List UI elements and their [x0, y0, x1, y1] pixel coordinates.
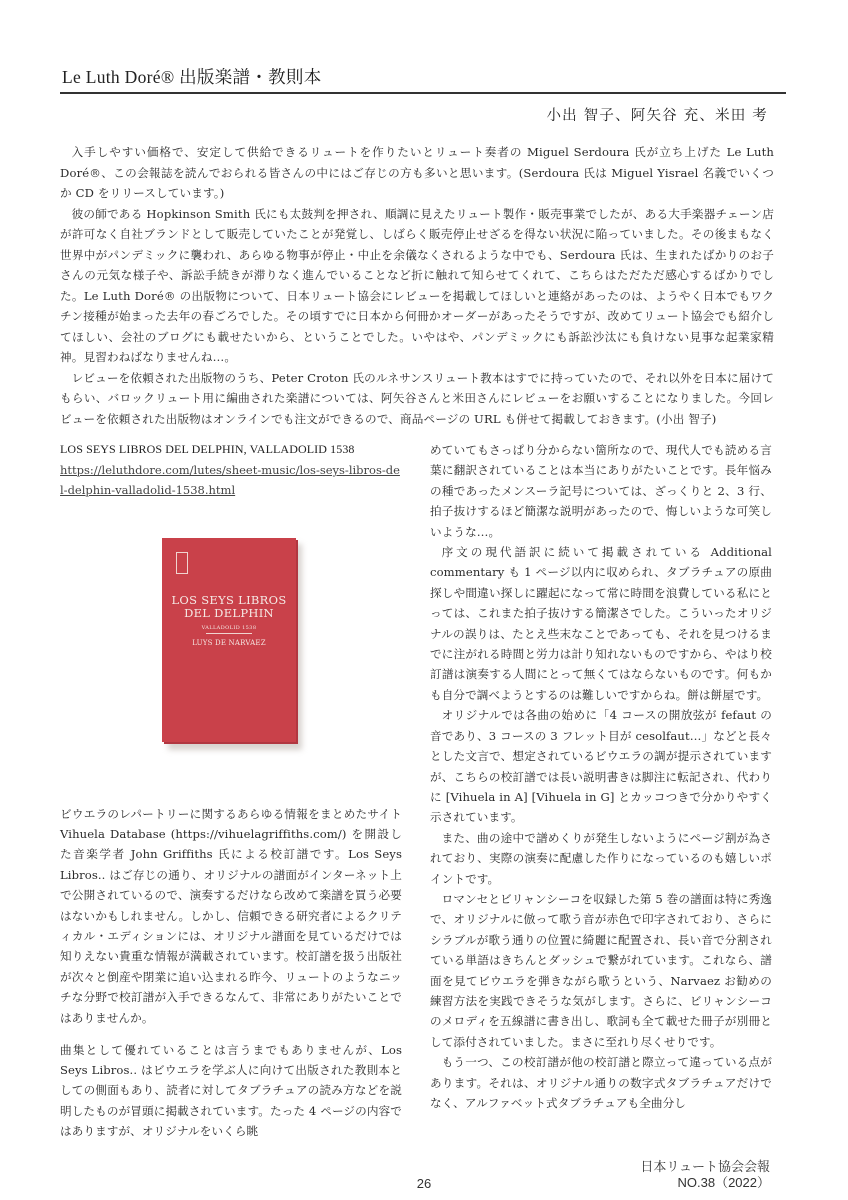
book-cover-image: [162, 538, 302, 748]
intro-paragraph: 入手しやすい価格で、安定して供給できるリュートを作りたいとリュート奏者の Miguel Serdoura 氏が立ち上げた Le Luth Doré®、この会報誌を読んでおられる皆さんの中にはご存じの方も多いと思います。(Serdoura 氏は Miguel Yisrael 名義でいくつか CD をリリースしています。): [60, 145, 774, 200]
authors-line: 小出 智子、阿矢谷 充、米田 考: [546, 108, 768, 124]
book-cover-author: LUYS DE NARVAEZ: [192, 639, 266, 647]
product-link[interactable]: https://leluthdore.com/lutes/sheet-music/los-seys-libros-del-delphin-valladolid-1538.html: [60, 463, 400, 497]
book-cover-title: [162, 594, 296, 620]
book-cover-title-line2: DEL DELPHIN: [184, 606, 274, 620]
review-paragraph: ロマンセとビリャンシーコを収録した第 5 巻の譜面は特に秀逸で、オリジナルに倣って歌う音が赤色で印字されており、さらにシラブルが歌う通りの位置に綺麗に配置され、長い音で分割されている単語はきちんとダッシュで繋がれています。これなら、譜面を見てビウエラを弾きながら歌うという、Narvaez お勧めの練習方法を実践できそうな気がします。さらに、ビリャンシーコのメロディを五線譜に書き出し、歌詞も全て載せた冊子が別冊として添付されていました。まさに至れり尽くせりです。: [430, 891, 772, 1049]
review-paragraph: ビウエラのレパートリーに関するあらゆる情報をまとめたサイト Vihuela Database (https://vihuelagriffiths.com/) を開設した音楽学者 John Griffiths 氏による校訂譜です。Los Seys Libros.. はご存じの通り、オリジナルの譜面がインターネット上で公開されているので、演奏するだけなら改めて楽譜を買う必要はないかもしれません。しかし、信頼できる研究者によるクリティカル・エディションには、オリジナル譜面を見ているだけでは知りえない貴重な情報が満載されています。校訂譜を扱う出版社が次々と倒産や閉業に追い込まれる昨今、リュートのようなニッチな分野で校訂譜が入手できるなんて、非常にありがたいことではありませんか。: [60, 806, 402, 1025]
review-paragraph: 曲集として優れていることは言うまでもありませんが、Los Seys Libros.. はビウエラを学ぶ人に向けて出版された教則本としての側面もあり、読者に対してタブラチュアの読み方などを説明したものが冒頭に掲載されています。たった 4 ページの内容ではありますが、オリジナルをいくら眺: [60, 1042, 402, 1139]
book-cover-title-line1: LOS SEYS LIBROS: [171, 593, 287, 607]
review-paragraph: めていてもさっぱり分からない箇所なので、現代人でも読める言葉に翻訳されていることは本当にありがたいことです。長年悩みの種であったメンスーラ記号については、ざっくりと 2、3 行、拍子抜けするほど簡潔な説明があったので、悔しいような可笑しいような…。: [430, 443, 772, 539]
review-paragraph: 序文の現代語訳に続いて掲載されている Additional commentary も 1 ページ以内に収められ、タブラチュアの原曲探しや間違い探しに躍起になって常に時間を浪費している私にとっては、これまた拍子抜けする簡潔さでした。こういったオリジナルの誤りは、たとえ些末なことであっても、それを見つけるまでに注がれる時間と労力は計り知れないものですから、やはり校訂譜は演奏する人間にとって無くてはならないものです。何もかも自分で調べようとするのは難しいですからね。餅は餅屋です。: [430, 545, 772, 702]
book-cover-rule: [206, 633, 252, 634]
right-column: [430, 440, 772, 1113]
journal-info: [640, 1159, 770, 1191]
journal-issue: NO.38（2022）: [677, 1175, 770, 1190]
review-text-left: [60, 792, 402, 1153]
page-section-title: Le Luth Doré® 出版楽譜・教則本: [62, 67, 322, 87]
intro-paragraph: レビューを依頼された出版物のうち、Peter Croton 氏のルネサンスリュート教本はすでに持っていたので、それ以外を日本に届けてもらい、バロックリュート用に編曲された楽譜については、阿矢谷さんと米田さんにレビューをお願いすることになりました。今回レビューを依頼された出版物はオンラインでも注文ができるので、商品ページの URL も併せて掲載しておきます。(小出 智子): [60, 370, 774, 426]
header-divider: [60, 92, 786, 94]
intro-paragraph: 彼の師である Hopkinson Smith 氏にも太鼓判を押され、順調に見えたリュート製作・販売事業でしたが、ある大手楽器チェーン店が許可なく自社ブランドとして販売していたことが発覚し、しばらく販売停止せざるを得ない状況に陥っていました。その後まもなく世界中がパンデミックに襲われ、あらゆる物事が停止・中止を余儀なくされるような中でも、Serdoura 氏は、生まれたばかりのお子さんの元気な様子や、訴訟手続きが滞りなく進んでいることなど折に触れて知らせてくれて、こちらはただただ感心するばかりでした。Le Luth Doré® の出版物について、日本リュート協会にレビューを掲載してほしいと連絡があったのは、ようやく日本でもワクチン接種が始まった去年の春ごろでした。その頃すでに日本から何冊かオーダーがあったそうですが、改めてリュート協会でも紹介してほしい、会社のブログにも載せたいから、ということでした。いやはや、パンデミックにも訴訟沙汰にも負けない見事な起業家精神。見習わねばなりませんね…。: [60, 206, 774, 364]
left-column: [60, 440, 402, 1139]
publisher-emblem: [176, 552, 188, 574]
journal-name: 日本リュート協会会報: [640, 1159, 770, 1174]
intro-text: [60, 142, 774, 429]
review-paragraph: オリジナルでは各曲の始めに「4 コースの開放弦が fefaut の音であり、3 コースの 3 フレット目が cesolfaut…」などと長々とした文言で、想定されているビウエラの調が提示されていますが、こちらの校訂譜では長い説明書きは脚注に転記され、代わりに [Vihuela in A] [Vihuela in G] とカッコつきで分かりやすく示されています。: [430, 708, 772, 825]
review-title: LOS SEYS LIBROS DEL DELPHIN, VALLADOLID 1538: [60, 442, 355, 456]
book-cover: [162, 538, 296, 742]
review-paragraph: また、曲の途中で譜めくりが発生しないようにページ割が為されており、実際の演奏に配慮した作りになっているのも嬉しいポイントです。: [430, 830, 772, 886]
page-number: 26: [416, 1176, 432, 1191]
book-cover-subtitle: VALLADOLID 1538: [201, 625, 257, 631]
review-paragraph: もう一つ、この校訂譜が他の校訂譜と際立って違っている点があります。それは、オリジナル通りの数字式タブラチュアだけでなく、アルファベット式タブラチュアも全曲分し: [430, 1055, 772, 1110]
